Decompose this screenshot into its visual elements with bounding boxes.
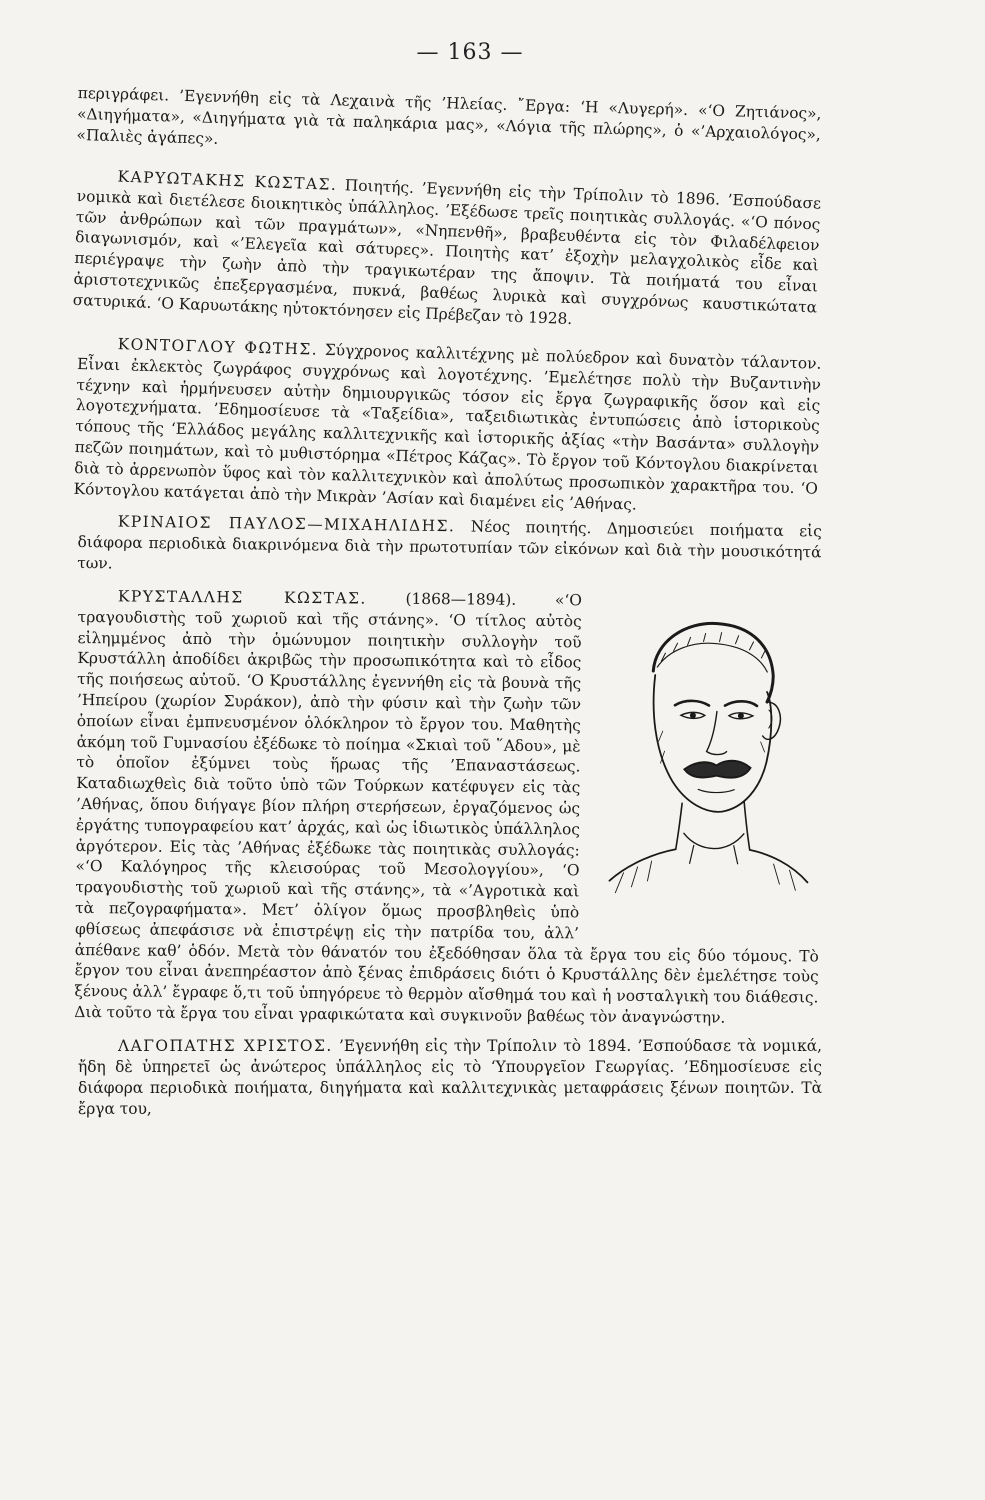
- entry-name: ΛΑΓΟΠΑΤΗΣ ΧΡΙΣΤΟΣ.: [118, 1037, 333, 1056]
- entry-kontoglou: [73, 333, 821, 520]
- entry-name: ΚΡΙΝΑΙΟΣ ΠΑΥΛΟΣ—ΜΙΧΑΗΛΙΔΗΣ.: [117, 512, 456, 536]
- entry-text: περιγράφει. ’Εγεννήθη εἰς τὰ Λεχαινὰ τῆς ’Ηλείας. ῎Εργα: ‘Η «Λυγερή». «‘Ο Ζητιάνος», «Διηγήματα», «Διηγήματα γιὰ τὰ παληκάρια μας», «Λόγια τῆς πλώρης», ὁ «’Αρχαιολόγος», «Παλιὲς ἀγάπες».: [76, 83, 822, 148]
- page: [72, 40, 822, 1132]
- entry-text: Σύγχρονος καλλιτέχνης μὲ πολύεδρον καὶ δυνατὸν τάλαντον. Εἶναι ἐκλεκτὸς ζωγράφος συγχρόνως καὶ λογοτέχνης. ’Εμελέτησε πολὺ τὴν Βυζαντινὴν τέχνην καὶ ἡρμήνευσεν αὐτὴν δημιουργικῶς τόσον εἰς ἔργα ζωγραφικῆς ὅσον καὶ εἰς λογοτεχνήματα. ’Εδημοσίευσε τὰ «Ταξείδια», ταξειδιωτικὰς ἐντυπώσεις ἀπὸ ἱστορικοὺς τόπους τῆς ‘Ελλάδος μεγάλης καλλιτεχνικῆς καὶ ἱστορικῆς ἀξίας «τὴν Βασάντα» συλλογὴν πεζῶν ποιημάτων, καὶ τὸ μυθιστόρημα «Πέτρος Κάζας». Τὸ ἔργον τοῦ Κόντογλου διακρίνεται διὰ τὸ ἀρρενωπὸν ὕφος καὶ τὸν καλλιτεχνικὸν καὶ ἀπολύτως προσωπικὸν χαρακτῆρα του. ‘Ο Κόντογλου κατάγεται ἀπὸ τὴν Μικρὰν ’Ασίαν καὶ διαμένει εἰς ’Αθήνας.: [73, 340, 822, 514]
- entry-lagopatis: [78, 1036, 822, 1119]
- entry-text: (1868—1894). «‘Ο τραγουδιστὴς τοῦ χωριοῦ καὶ τῆς στάνης». ‘Ο τίτλος αὐτὸς εἰλημμένος ἀπὸ τὴν ὁμώνυμον ποιητικὴν συλλογὴν τοῦ Κρυστάλλη ἀποδίδει ἀκριβῶς τὴν προσωπικότητα καὶ τὸ εἶδος τῆς ποιήσεως αὐτοῦ. ‘Ο Κρυστάλλης ἐγεννήθη εἰς τὰ βουνὰ τῆς ’Ηπείρου (χωρίον Συράκον), ἀπὸ τὴν φύσιν καὶ τὴν ζωὴν τῶν ὁποίων εἶναι ἐμπνευσμένον ὁλόκληρον τὸ ἔργον του. Μαθητὴς ἀκόμη τοῦ Γυμνασίου ἐξέδωκε τὸ ποίημα «Σκιαὶ τοῦ ῞Αδου», μὲ τὸ ὁποῖον ἐξύμνει τοὺς ἥρωας τῆς ’Επαναστάσεως. Καταδιωχθεὶς διὰ τοῦτο ὑπὸ τῶν Τούρκων κατέφυγεν εἰς τὰς ’Αθήνας, ὅπου διήγαγε βίον πλήρη στερήσεων, ἐργαζόμενος ὡς ἐργάτης τυπογραφείου κατ’ ἀρχάς, καὶ ὡς ἰδιωτικὸς ὑπάλληλος ἀργότερον. Εἰς τὰς ’Αθήνας ἐξέδωκε τὰς ποιητικὰς συλλογάς: «‘Ο Καλόγηρος τῆς κλεισούρας τοῦ Μεσολογγίου», ‘Ο τραγουδιστὴς τοῦ χωριοῦ καὶ τῆς στάνης», τὰ «’Αγροτικὰ καὶ τὰ πεζογραφήματα». Μετ’ ὀλίγον ὅμως προσβληθεὶς ὑπὸ φθίσεως ἀπεφάσισε νὰ ἐπιστρέψῃ εἰς τὴν πατρίδα του, ἀλλ’ ἀπέθανε καθ’ ὁδόν. Μετὰ τὸν θάνατόν του ἐξεδόθησαν ὅλα τὰ ἔργα του εἰς δύο τόμους. Τὸ ἔργον του εἶναι ἀνεπηρέαστον ἀπὸ ξένας ἐπιδράσεις διότι ὁ Κρυστάλλης δὲν ἐμελέτησε τοὺς ξένους ἀλλ’ ἔγραφε ὅ,τι τοῦ ὑπηγόρευε τὸ θερμὸν αἴσθημά του καὶ ἡ νοσταλγικὴ του διάθεσις. Διὰ τοῦτο τὰ ἔργα του εἶναι γραφικώτατα καὶ συγκινοῦν βαθέως τὸν ἀναγνώστην.: [74, 589, 819, 1027]
- entry-paragraph: [72, 165, 821, 339]
- entry-text: ’Εγεννήθη εἰς τὴν Τρίπολιν τὸ 1894. ’Εσπούδασε τὰ νομικά, ἤδη δὲ ὑπηρετεῖ ὡς ἀνώτερος ὑπάλληλος εἰς τὸ ‘Υπουργεῖον Γεωργίας. ’Εδημοσίευσε εἰς διάφορα περιοδικὰ ποιήματα, διηγήματα καὶ καλλιτεχνικὰς μεταφράσεις ξένων ποιητῶν. Τὰ ἔργα του,: [78, 1037, 822, 1118]
- entry-name: ΚΑΡΥΩΤΑΚΗΣ ΚΩΣΤΑΣ.: [117, 167, 338, 195]
- entry-continuation: [76, 83, 821, 166]
- entry-paragraph: [73, 333, 821, 520]
- entry-text: Ποιητής. ’Εγεννήθη εἰς τὴν Τρίπολιν τὸ 1896. ’Εσπούδασε νομικὰ καὶ διετέλεσε διοικητικὸς ὑπάλληλος. ’Εξέδωσε τρεῖς ποιητικὰς συλλογάς. «‘Ο πόνος τῶν ἀνθρώπων καὶ τῶν πραγμάτων», «Νηπενθῆ», βραβευθέντα εἰς τὸν Φιλαδέλφειον διαγωνισμόν, καὶ «’Ελεγεῖα καὶ σάτυρες». Ποιητὴς κατ’ ἐξοχὴν μελαγχολικὸς εἶδε καὶ περιέγραψε τὴν ζωὴν ἀπὸ τὴν τραγικωτέραν της ἄποψιν. Τὰ ποιήματά του εἶναι ἀριστοτεχνικῶς ἐπεξεργασμένα, πυκνά, βαθέως λυρικὰ καὶ συγχρόνως καυστικώτατα σατυρικά. ‘Ο Καρυωτάκης ηὐτοκτόνησεν εἰς Πρέβεζαν τὸ 1928.: [72, 176, 822, 329]
- entry-text: Νέος ποιητής. Δημοσιεύει ποιήματα εἰς διάφορα περιοδικὰ διακρινόμενα διὰ τὴν πρωτοτυπίαν τῶν εἰκόνων καὶ διὰ τὴν μουσικότητά των.: [77, 517, 822, 573]
- entry-name: ΚΡΥΣΤΑΛΛΗΣ ΚΩΣΤΑΣ.: [117, 587, 367, 608]
- entry-name: ΚΟΝΤΟΓΛΟΥ ΦΩΤΗΣ.: [117, 335, 319, 359]
- page-number: — 163 —: [416, 40, 524, 65]
- portrait-sketch-icon: [593, 600, 822, 922]
- entry-paragraph: [77, 511, 822, 584]
- entry-paragraph: [78, 1036, 822, 1119]
- entry-karyotakis: [72, 165, 821, 339]
- entry-krinaios: [77, 511, 822, 584]
- entry-krystallis: [74, 586, 822, 1029]
